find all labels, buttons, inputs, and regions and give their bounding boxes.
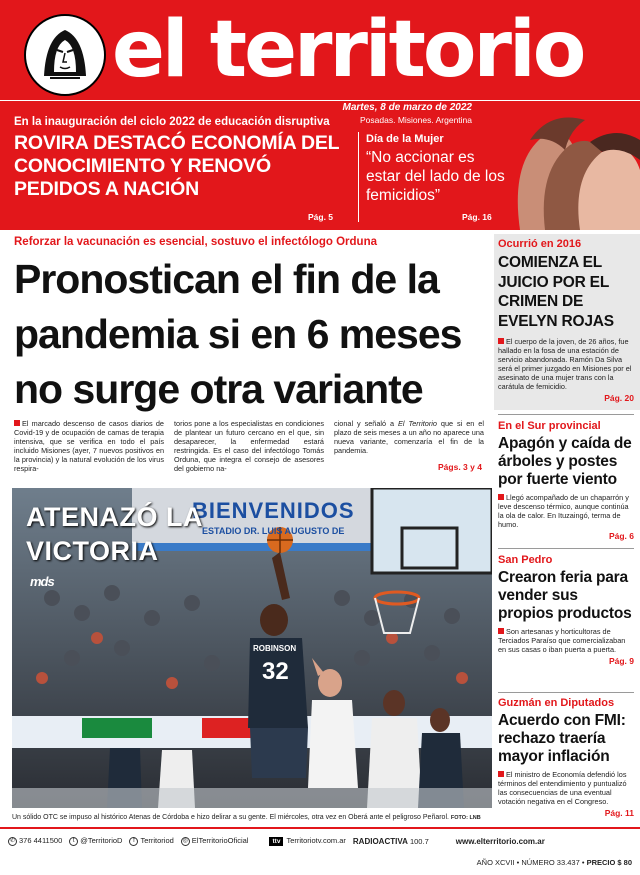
logo-face-icon: [26, 16, 104, 94]
bullet-icon: [498, 494, 504, 500]
top-right-page: Pág. 16: [462, 212, 492, 222]
footer-rule: [0, 827, 640, 829]
story-feria[interactable]: San Pedro Crearon feria para vender sus propios productos Son artesanas y horticultoras de Terciados Paraíso que comercializaban en sus casas o iban puerta a puerta. Pág. 9: [498, 554, 634, 666]
bullet-icon: [498, 628, 504, 634]
phone-contact[interactable]: ✆ 376 4411500: [9, 836, 63, 846]
top-right-quote[interactable]: “No accionar es estar del lado de los femicidios”: [366, 149, 505, 204]
stadium-sign: ESTADIO DR. LUIS AUGUSTO DE: [202, 526, 345, 536]
right-separator: [498, 548, 634, 549]
story-apagon[interactable]: En el Sur provincial Apagón y caída de árboles y postes por fuerte viento Llegó acompañado de un chaparrón y leve descenso térmico, aunque continúa la ola de calor. En Ituzaingó, terma de humo. Pág. 6: [498, 420, 634, 541]
jersey-name: ROBINSON: [253, 644, 297, 653]
mds-logo: mds: [30, 574, 54, 589]
bullet-icon: [498, 338, 504, 344]
lead-col-3: cional y señaló a El Territorio que si en el plazo de seis meses a un año no aparece una nueva variante, comenzaría el fin de la pandemia.: [334, 419, 484, 455]
lead-body: [14, 420, 484, 473]
edition-info: AÑO XCVII • NÚMERO 33.437 • PRECIO $ 80: [476, 858, 632, 867]
jersey-number: 32: [262, 658, 289, 685]
lead-headline[interactable]: Pronostican el fin de la pandemia si en 6 meses no surge otra variante: [14, 256, 462, 412]
story-evelyn-rojas[interactable]: Ocurrió en 2016 COMIENZA EL JUICIO POR EL CRIMEN DE EVELYN ROJAS El cuerpo de la joven, de 26 años, fue hallado en la fosa de una estación de servicio abandonada. Ramón Da Silva será el primer juzgado en Misiones por el asesinato de una mujer trans con la carátula de femicidio. Pág. 20: [498, 238, 634, 403]
brand-name: el territorio: [112, 5, 584, 95]
instagram-contact[interactable]: ◎ ElTerritorioOficial: [182, 836, 249, 846]
top-right-kicker: Día de la Mujer: [366, 133, 444, 145]
stadium-banner: BIENVENIDOS: [192, 498, 355, 523]
twitter-icon: t: [69, 837, 78, 846]
newspaper-logo: [24, 14, 106, 96]
twitter-contact[interactable]: t @TerritorioD: [69, 836, 122, 846]
lead-col-2: torios pone a los especialistas en condiciones de plantear un futuro cercano en el que, sin desaparecer, la enfermedad estará restringida. Es el caso del infectólogo Tomás Orduna, que integra el consejo de asesores del gobierno na-: [174, 419, 324, 473]
photo-headline[interactable]: ATENAZÓ LA VICTORIA: [26, 502, 203, 566]
website-link[interactable]: www.elterritorio.com.ar: [455, 836, 545, 846]
header-divider: [358, 132, 359, 222]
top-left-kicker: En la inauguración del ciclo 2022 de educación disruptiva: [14, 116, 330, 128]
facebook-icon: f: [129, 837, 138, 846]
bullet-icon: [498, 771, 504, 777]
right-separator: [498, 692, 634, 693]
story-evelyn-headline: COMIENZA EL JUICIO POR EL CRIMEN DE EVELYN ROJAS: [498, 254, 614, 330]
right-separator: [498, 414, 634, 415]
tv-link[interactable]: ttv Territoriotv.com.ar: [269, 836, 345, 846]
ttv-badge: ttv: [269, 837, 283, 846]
issue-place: Posadas. Misiones. Argentina: [360, 115, 472, 125]
bullet-icon: [14, 420, 20, 426]
radio-link[interactable]: RADIOACTIVA 100.7: [352, 836, 429, 846]
lead-col-1: El marcado descenso de casos diarios de Covid-19 y de ocupación de camas de terapia intensiva, que se verifica en todo el país incluido Misiones (ayer, 7 nuevos positivos en la provincia) y la natural evolución de los virus respira-: [14, 419, 164, 473]
top-left-page: Pág. 5: [308, 212, 334, 222]
story-fmi[interactable]: Guzmán en Diputados Acuerdo con FMI: rechazo traería mayor inflación El ministro de Economía defendió los términos del entendimiento y puntualizó las consecuencias de una eventual votación negativa en el Congreso. Pág. 11: [498, 697, 634, 818]
photo-caption: Un sólido OTC se impuso al histórico Atenas de Córdoba e hizo delirar a su gente. El miércoles, otra vez en Oberá ante el peligroso Peñarol. FOTO: LNB: [12, 814, 481, 821]
story-apagon-headline: Apagón y caída de árboles y postes por fuerte viento: [498, 435, 632, 488]
footer-bar: [8, 836, 638, 846]
facebook-contact[interactable]: f Territoriod: [129, 836, 173, 846]
whatsapp-icon: ✆: [9, 837, 16, 844]
lead-kicker: Reforzar la vacunación es esencial, sostuvo el infectólogo Orduna: [14, 236, 377, 248]
women-faces-illustration: [490, 100, 640, 230]
top-left-headline[interactable]: ROVIRA DESTACÓ ECONOMÍA DEL CONOCIMIENTO Y RENOVÓ PEDIDOS A NACIÓN: [14, 132, 340, 200]
story-feria-headline: Crearon feria para vender sus propios productos: [498, 569, 632, 622]
instagram-icon: ◎: [182, 837, 188, 844]
lead-pages: Págs. 3 y 4: [438, 462, 482, 472]
issue-date: Martes, 8 de marzo de 2022: [342, 102, 472, 113]
story-fmi-headline: Acuerdo con FMI: rechazo traería mayor inflación: [498, 712, 626, 765]
